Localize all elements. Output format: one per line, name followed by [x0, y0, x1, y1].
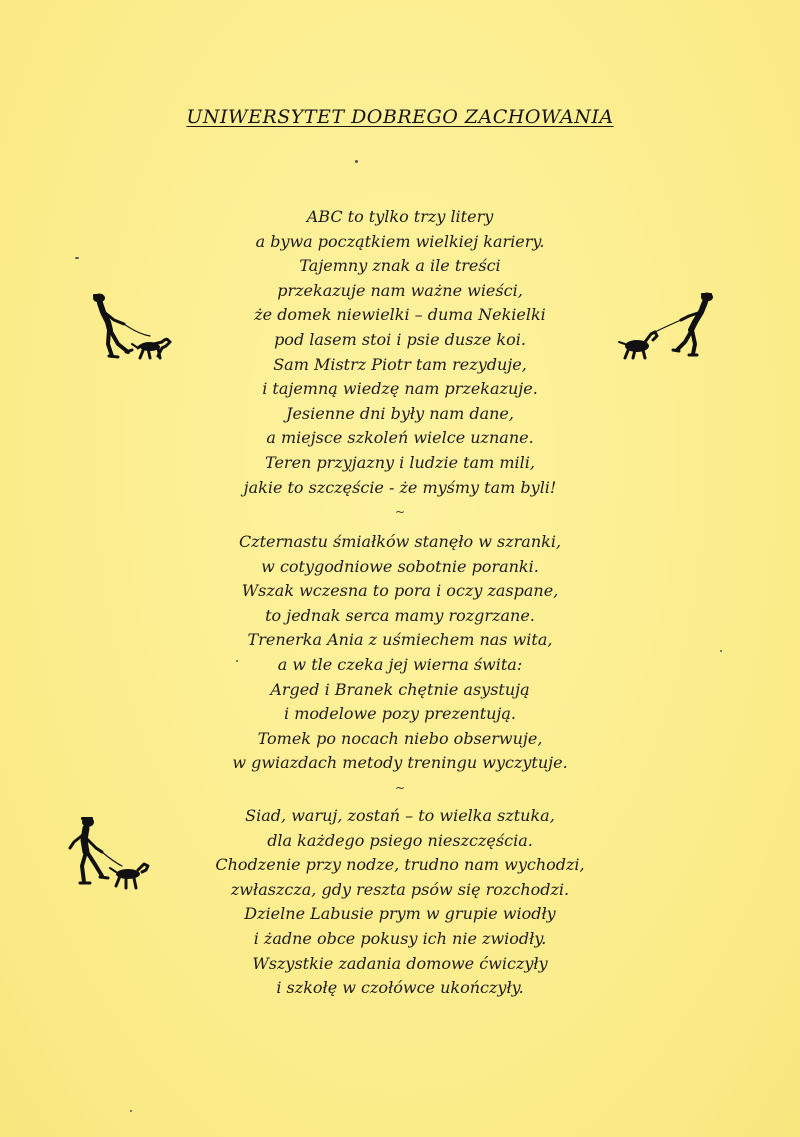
page-title: UNIWERSYTET DOBREGO ZACHOWANIA: [186, 106, 614, 128]
poem-line: ABC to tylko trzy litery: [306, 207, 494, 226]
poem-line: Sam Mistrz Piotr tam rezyduje,: [273, 354, 527, 374]
paper-speck: [130, 1110, 132, 1112]
poem-line: Wszystkie zadania domowe ćwiczyły: [252, 953, 548, 973]
poem-line: Wszak wczesna to pora i oczy zaspane,: [241, 581, 559, 601]
poem-line: Siad, waruj, zostań – to wielka sztuka,: [245, 806, 555, 825]
poem-line: dla każdego psiego nieszczęścia.: [267, 830, 533, 850]
poem-line: Teren przyjazny i ludzie tam mili,: [265, 452, 535, 472]
poem-line: w gwiazdach metody treningu wyczytuje.: [232, 753, 568, 773]
poem-line: i szkołę w czołówce ukończyły.: [276, 978, 524, 998]
poem-line: pod lasem stoi i psie dusze koi.: [274, 329, 526, 349]
poem-line: i modelowe pozy prezentują.: [283, 704, 517, 724]
poem-line: w cotygodniowe sobotnie poranki.: [261, 556, 539, 576]
poem-line: Czternastu śmiałków stanęło w szranki,: [238, 532, 562, 551]
poem-line: a miejsce szkoleń wielce uznane.: [266, 428, 534, 448]
poem-line: przekazuje nam ważne wieści,: [277, 280, 523, 300]
paper-speck: [355, 160, 358, 163]
poem-line: Tomek po nocach niebo obserwuje,: [257, 728, 543, 748]
poem-line: Trenerka Ania z uśmiechem nas wita,: [247, 630, 553, 650]
poem-line: jakie to szczęście - że myśmy tam byli!: [243, 477, 557, 497]
paper-speck: [720, 650, 722, 652]
poem-line: a bywa początkiem wielkiej kariery.: [255, 231, 545, 251]
paper-speck: [75, 257, 79, 259]
poem-line: Jesienne dni były nam dane,: [286, 403, 514, 423]
poem-line: Chodzenie przy nodze, trudno nam wychodzi,: [215, 855, 585, 875]
person-walking-dog-icon: [88, 290, 184, 365]
poem-line: Tajemny znak a ile treści: [299, 256, 501, 276]
paper-speck: [236, 660, 238, 662]
poem-line: i tajemną wiedzę nam przekazuje.: [262, 379, 538, 399]
poem-line: Arged i Branek chętnie asystują: [270, 679, 530, 699]
stanza-separator: ~: [394, 505, 406, 519]
stanza-separator: ~: [394, 781, 406, 795]
poem-line: Dzielne Labusie prym w grupie wiodły: [244, 904, 556, 924]
person-walking-dog-icon: [62, 812, 154, 896]
poem-line: i żadne obce pokusy ich nie zwiodły.: [253, 928, 547, 948]
person-walking-dog-icon: [615, 288, 719, 366]
poem-line: to jednak serca mamy rozgrzane.: [265, 605, 535, 625]
poem-line: zwłaszcza, gdy reszta psów się rozchodzi.: [230, 879, 570, 899]
poem-line: a w tle czeka jej wierna świta:: [277, 654, 523, 674]
stanza-2: [0, 530, 800, 776]
poem-line: że domek niewielki – duma Nekielki: [254, 305, 546, 325]
